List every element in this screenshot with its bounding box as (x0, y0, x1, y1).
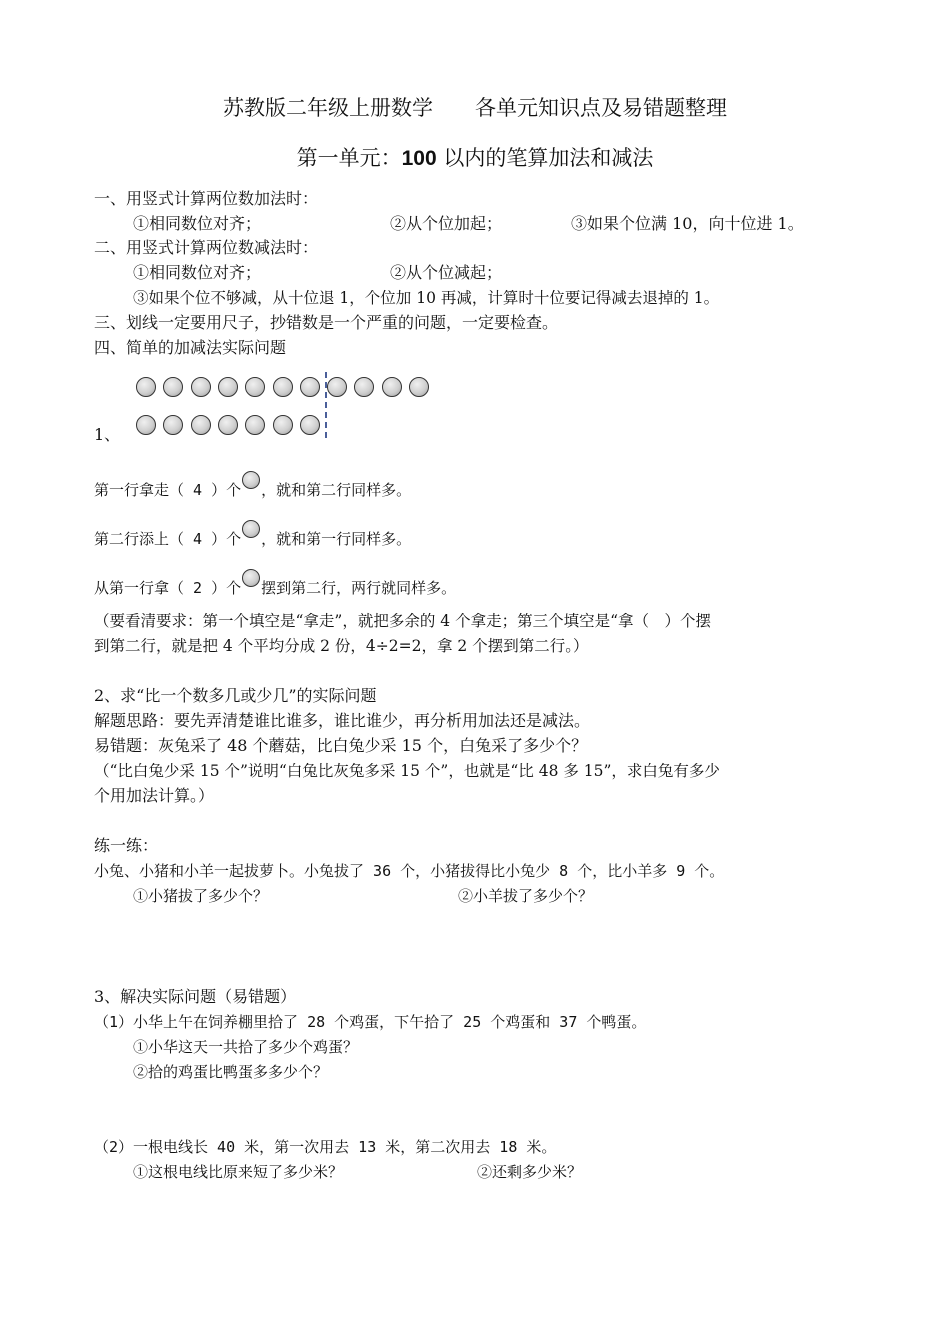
page-title: 苏教版二年级上册数学 各单元知识点及易错题整理 (223, 96, 727, 120)
fill-line-2-b: ，就和第一行同样多。 (261, 530, 412, 548)
section-2-heading: 二、用竖式计算两位数减法时： (94, 238, 319, 257)
circle-icon (242, 520, 260, 538)
circle-icon (245, 415, 265, 435)
divider-dashed-line (325, 372, 327, 438)
question-2-idea: 解题思路：要先弄清楚谁比谁多，谁比谁少，再分析用加法还是减法。 (94, 711, 591, 730)
section-1-item-2: ②从个位加起； (390, 214, 503, 233)
question-3-problem-2-q2: ②还剩多少米？ (477, 1163, 583, 1181)
note-line-1: （要看清要求：第一个填空是“拿走”，就把多余的 4 个拿走；第三个填空是“拿（ ）个摆 (94, 612, 711, 630)
fill-line-2 (94, 526, 411, 550)
question-2-heading: 2、求“比一个数多几或少几”的实际问题 (94, 686, 377, 705)
question-3-heading: 3、解决实际问题（易错题） (94, 987, 297, 1006)
question-3-problem-1-q2: ②拾的鸡蛋比鸭蛋多多少个？ (133, 1063, 329, 1081)
fill-line-3-a: 从第一行拿（ 2 ）个 (94, 579, 242, 597)
section-3-text: 三、划线一定要用尺子，抄错数是一个严重的问题，一定要检查。 (94, 313, 559, 332)
question-3-problem-1: （1）小华上午在饲养棚里拾了 28 个鸡蛋，下午拾了 25 个鸡蛋和 37 个鸭蛋。 (94, 1013, 647, 1031)
section-1-item-1: ①相同数位对齐； (133, 214, 262, 233)
question-2-error: 易错题：灰兔采了 48 个蘑菇，比白兔少采 15 个，白兔采了多少个？ (94, 736, 588, 755)
practice-question-1: ①小猪拔了多少个？ (133, 887, 269, 905)
section-4-heading: 四、简单的加减法实际问题 (94, 338, 287, 357)
question-3-problem-2: （2）一根电线长 40 米，第一次用去 13 米，第二次用去 18 米。 (94, 1138, 557, 1156)
practice-text: 小兔、小猪和小羊一起拔萝卜。小兔拔了 36 个，小猪拔得比小兔少 8 个，比小羊多 9 个。 (94, 862, 725, 880)
fill-line-1-a: 第一行拿走（ 4 ）个 (94, 481, 242, 499)
question-3-problem-1-q1: ①小华这天一共拾了多少个鸡蛋？ (133, 1038, 359, 1056)
section-1-item-3: ③如果个位满 10，向十位进 1。 (571, 214, 804, 233)
unit-title (0, 144, 950, 173)
circle-icon (273, 377, 293, 397)
circle-icon (245, 377, 265, 397)
practice-question-2: ②小羊拔了多少个？ (458, 887, 594, 905)
fill-line-1-b: ，就和第二行同样多。 (261, 481, 412, 499)
circle-icon (218, 377, 238, 397)
note-line-2: 到第二行，就是把 4 个平均分成 2 份，4÷2=2，拿 2 个摆到第二行。） (94, 637, 589, 655)
circle-icon (191, 415, 211, 435)
circle-icon (354, 377, 374, 397)
section-2-item-3: ③如果个位不够减，从十位退 1，个位加 10 再减，计算时十位要记得减去退掉的 1。 (133, 289, 720, 307)
fill-line-3 (94, 575, 456, 599)
fill-line-1 (94, 477, 411, 501)
section-2-item-1: ①相同数位对齐； (133, 263, 262, 282)
question-2-explain-2: 个用加法计算。） (94, 786, 215, 805)
circle-icon (242, 471, 260, 489)
circle-icon (191, 377, 211, 397)
question-3-problem-2-q1: ①这根电线比原来短了多少米？ (133, 1163, 344, 1181)
circle-icon (382, 377, 402, 397)
question-1-label: 1、 (94, 425, 121, 444)
unit-title-prefix: 第一单元： (296, 146, 402, 170)
section-2-item-2: ②从个位减起； (390, 263, 503, 282)
unit-title-rest: 以内的笔算加法和减法 (436, 146, 654, 170)
circle-icon (409, 377, 429, 397)
question-2-explain-1: （“比白兔少采 15 个”说明“白兔比灰兔多采 15 个”，也就是“比 48 多 15”，求白兔有多少 (94, 762, 720, 780)
fill-line-3-b: 摆到第二行，两行就同样多。 (261, 579, 457, 597)
circle-icon (163, 415, 183, 435)
circle-icon (300, 415, 320, 435)
circle-icon (136, 415, 156, 435)
unit-title-number: 100 (401, 147, 437, 170)
circle-icon (218, 415, 238, 435)
circle-icon (163, 377, 183, 397)
section-1-heading: 一、用竖式计算两位数加法时： (94, 189, 319, 208)
circle-icon (300, 377, 320, 397)
circle-icon (273, 415, 293, 435)
circle-icon (327, 377, 347, 397)
circle-icon (136, 377, 156, 397)
practice-label: 练一练： (94, 836, 159, 855)
fill-line-2-a: 第二行添上（ 4 ）个 (94, 530, 242, 548)
circle-icon (242, 569, 260, 587)
